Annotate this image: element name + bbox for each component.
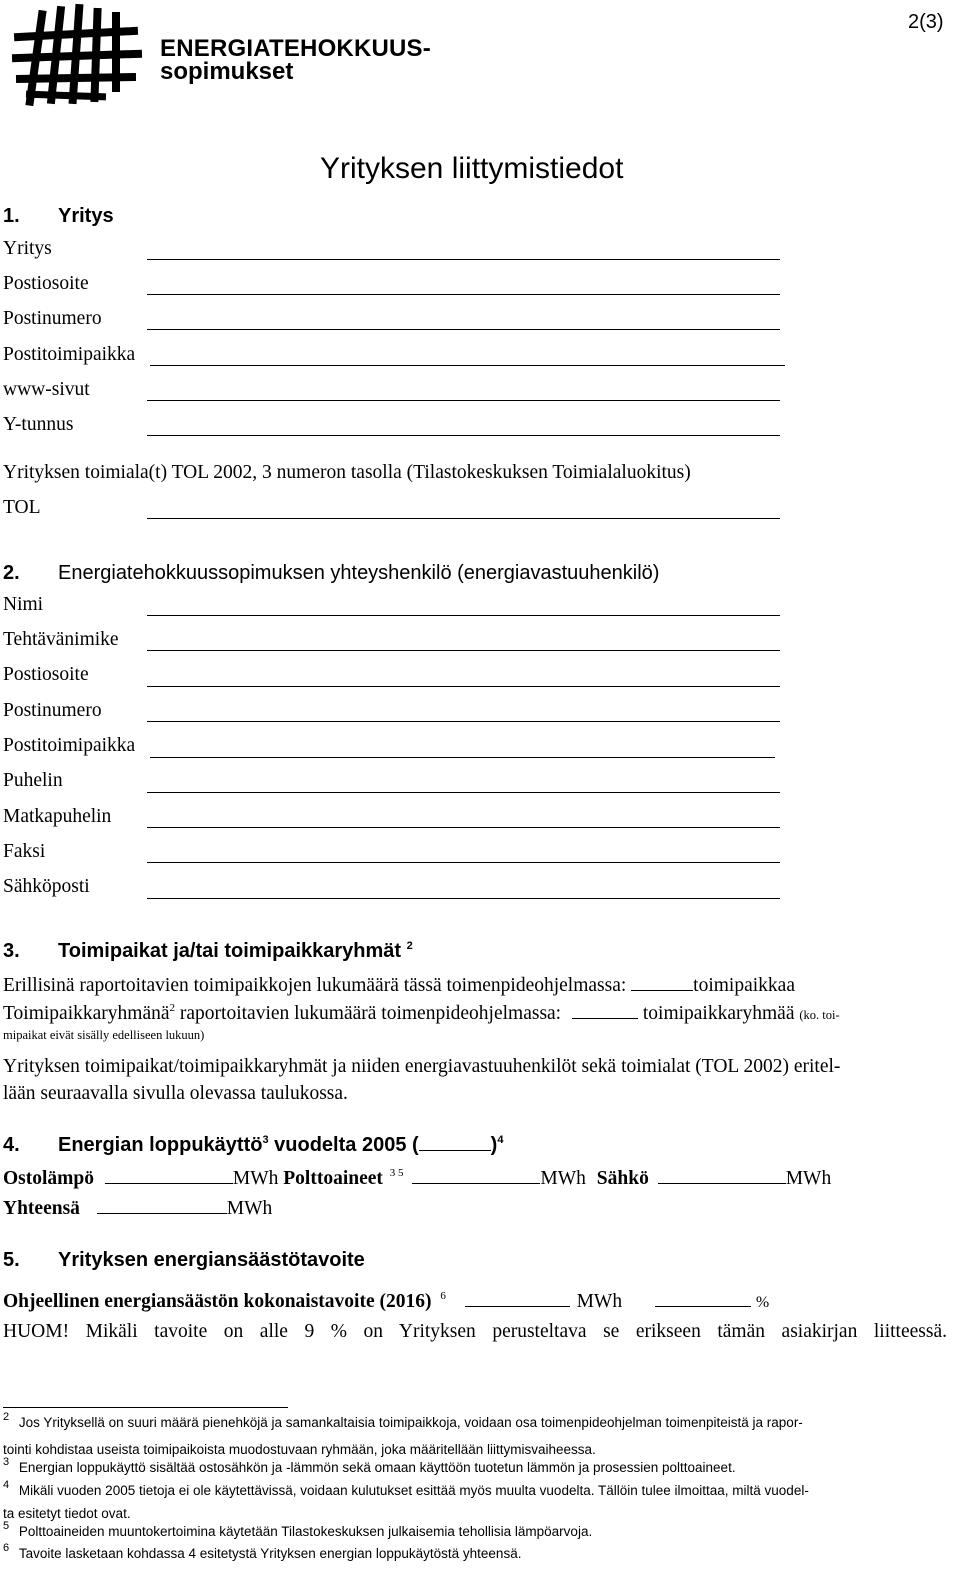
s3-line1 bbox=[3, 974, 795, 997]
s3-para-line1: Yrityksen toimipaikat/toimipaikkaryhmät ja niiden energiavastuuhenkilöt sekä toimialat (TOL 2002) eritel- bbox=[3, 1056, 841, 1077]
s2-label-matkapuhelin: Matkapuhelin bbox=[3, 806, 112, 827]
s3-line2-small-b: mipaikat eivät sisälly edelliseen lukuun) bbox=[3, 1028, 205, 1042]
s4-field-ostolampo[interactable] bbox=[105, 1167, 233, 1184]
section4-title-a: Energian loppukäyttö bbox=[58, 1134, 263, 1156]
section5-heading bbox=[3, 1249, 365, 1272]
footnote-6-line1: Tavoite lasketaan kohdassa 4 esitetystä Yrityksen energian loppukäytöstä yhteensä. bbox=[18, 1546, 522, 1561]
section1-heading bbox=[3, 205, 114, 228]
s4-field-polttoaineet[interactable] bbox=[412, 1167, 540, 1184]
s1-field-www[interactable] bbox=[147, 400, 780, 401]
footnote-3 bbox=[3, 1456, 736, 1475]
s3-line1-text: Erillisinä raportoitavien toimipaikkojen lukumäärä tässä toimenpideohjelmassa: bbox=[3, 975, 627, 996]
footnote-2-line2: tointi kohdistaa useista toimipaikoista muodostuvaan ryhmään, joka määritellään liittymisvaiheessa. bbox=[3, 1442, 596, 1457]
s3-line2 bbox=[3, 1002, 840, 1025]
section4-title-sup-a: 3 bbox=[262, 1134, 269, 1146]
s3-line2-sup: 2 bbox=[169, 1002, 176, 1014]
s2-label-postitoimipaikka: Postitoimipaikka bbox=[3, 735, 136, 756]
section2-title: Energiatehokkuussopimuksen yhteyshenkilö (energiavastuuhenkilö) bbox=[58, 562, 660, 584]
section4-title-b: vuodelta 2005 ( bbox=[274, 1134, 419, 1156]
footnote-5 bbox=[3, 1520, 593, 1539]
s4-ostolampo-label: Ostolämpö bbox=[3, 1168, 95, 1189]
page-title: Yrityksen liittymistiedot bbox=[320, 152, 624, 185]
logo-mark-icon bbox=[10, 2, 155, 110]
s1-label-tol: TOL bbox=[3, 497, 41, 518]
s4-row1 bbox=[3, 1167, 831, 1190]
s4-yhteensa-unit: MWh bbox=[226, 1198, 273, 1219]
s2-field-puhelin[interactable] bbox=[147, 792, 780, 793]
section3-number: 3. bbox=[3, 940, 20, 962]
s4-polttoaineet-sup: 3 5 bbox=[389, 1167, 404, 1179]
s3-line2-small-a: (ko. toi- bbox=[799, 1008, 840, 1022]
footnote-6-num: 6 bbox=[3, 1542, 10, 1554]
s2-field-faksi[interactable] bbox=[147, 862, 780, 863]
s2-field-matkapuhelin[interactable] bbox=[147, 827, 780, 828]
s5-field-target-percent[interactable] bbox=[655, 1290, 751, 1307]
s1-label-postitoimipaikka: Postitoimipaikka bbox=[3, 344, 136, 365]
s1-label-yritys: Yritys bbox=[3, 238, 52, 259]
footnote-2-num: 2 bbox=[3, 1411, 10, 1423]
footnote-2 bbox=[3, 1411, 803, 1430]
s1-field-postiosoite[interactable] bbox=[147, 294, 780, 295]
s4-yhteensa-label: Yhteensä bbox=[3, 1198, 80, 1219]
s1-toimiala-text: Yrityksen toimiala(t) TOL 2002, 3 numeron tasolla (Tilastokeskuksen Toimialaluokitus) bbox=[3, 462, 691, 483]
logo-line2: sopimukset bbox=[160, 58, 294, 85]
logo bbox=[10, 2, 431, 110]
s4-field-sahko[interactable] bbox=[658, 1167, 786, 1184]
s2-label-nimi: Nimi bbox=[3, 594, 44, 615]
s5-target-label: Ohjeellinen energiansäästön kokonaistavoite (2016) bbox=[3, 1291, 432, 1312]
footnote-3-line1: Energian loppukäyttö sisältää ostosähkön ja -lämmön sekä omaan käyttöön tuotetun lämmön ja prosessien polttoaineet. bbox=[18, 1460, 736, 1475]
footnote-3-num: 3 bbox=[3, 1456, 10, 1468]
s1-field-yritys[interactable] bbox=[147, 259, 780, 260]
section3-title-sup: 2 bbox=[406, 940, 413, 952]
section1-title: Yritys bbox=[58, 205, 114, 227]
s2-field-postitoimipaikka[interactable] bbox=[150, 757, 775, 758]
section5-number: 5. bbox=[3, 1249, 20, 1271]
s4-sahko-label: Sähkö bbox=[596, 1168, 649, 1189]
section2-number: 2. bbox=[3, 562, 20, 584]
s4-row2 bbox=[3, 1197, 272, 1220]
s2-label-tehtavanimike: Tehtävänimike bbox=[3, 629, 119, 650]
s4-sahko-unit: MWh bbox=[785, 1168, 832, 1189]
s1-field-tol[interactable] bbox=[147, 518, 780, 519]
s1-label-www: www-sivut bbox=[3, 379, 90, 400]
logo-line1: ENERGIATEHOKKUUS- bbox=[160, 35, 431, 62]
section4-title-sup-b: 4 bbox=[497, 1134, 504, 1146]
s4-field-year[interactable] bbox=[419, 1136, 491, 1151]
s5-target-row bbox=[3, 1290, 769, 1313]
footnote-4 bbox=[3, 1479, 809, 1498]
section4-number: 4. bbox=[3, 1134, 20, 1156]
s5-target-percent-unit: % bbox=[755, 1294, 770, 1311]
s2-label-puhelin: Puhelin bbox=[3, 770, 63, 791]
s1-field-ytunnus[interactable] bbox=[147, 435, 780, 436]
s3-line2-suffix: toimipaikkaryhmää bbox=[642, 1003, 795, 1024]
s2-field-tehtavanimike[interactable] bbox=[147, 650, 780, 651]
footnote-4-num: 4 bbox=[3, 1479, 10, 1491]
section2-heading bbox=[3, 562, 659, 585]
s3-line2-text: raportoitavien lukumäärä toimenpideohjelmassa: bbox=[179, 1003, 562, 1024]
s2-field-nimi[interactable] bbox=[147, 615, 780, 616]
s5-target-mwh-unit: MWh bbox=[576, 1291, 623, 1312]
s4-polttoaineet-unit: MWh bbox=[540, 1168, 586, 1189]
s2-label-postinumero: Postinumero bbox=[3, 700, 102, 721]
s2-field-postiosoite[interactable] bbox=[147, 686, 780, 687]
footnote-6 bbox=[3, 1542, 522, 1561]
s3-line2-prefix: Toimipaikkaryhmänä bbox=[3, 1003, 170, 1024]
section4-heading bbox=[3, 1134, 503, 1157]
s2-label-postiosoite: Postiosoite bbox=[3, 664, 89, 685]
footnote-2-line1: Jos Yrityksellä on suuri määrä pienehköjä ja samankaltaisia toimipaikkoja, voidaan osa toimenpideohjelman toimenpiteistä ja rapor- bbox=[18, 1415, 803, 1430]
s2-label-faksi: Faksi bbox=[3, 841, 46, 862]
s5-huom: HUOM! Mikäli tavoite on alle 9 % on Yrityksen perusteltava se erikseen tämän asiakirjan liitteessä. bbox=[3, 1321, 947, 1342]
footnote-5-line1: Polttoaineiden muuntokertoimina käytetään Tilastokeskuksen julkaisemia tehollisia lämpöarvoja. bbox=[18, 1524, 593, 1539]
s2-field-sahkoposti[interactable] bbox=[147, 898, 780, 899]
footnote-4-line2: ta esitetyt tiedot ovat. bbox=[3, 1506, 131, 1521]
footnote-5-num: 5 bbox=[3, 1520, 10, 1532]
section4-title-c: ) bbox=[490, 1134, 498, 1156]
page-number: 2(3) bbox=[908, 11, 944, 33]
section3-heading bbox=[3, 940, 413, 963]
footnote-divider bbox=[3, 1407, 288, 1408]
s4-ostolampo-unit: MWh bbox=[232, 1168, 279, 1189]
s3-para-line2: lään seuraavalla sivulla olevassa taulukossa. bbox=[3, 1083, 348, 1104]
s3-field-toimipaikat-count[interactable] bbox=[631, 974, 693, 991]
s1-label-postiosoite: Postiosoite bbox=[3, 273, 89, 294]
footnote-4-line1: Mikäli vuoden 2005 tietoja ei ole käytettävissä, voidaan kulutukset esittää myös muulta vuodelta. Tällöin tulee ilmoittaa, miltä vuodel- bbox=[18, 1483, 809, 1498]
s2-label-sahkoposti: Sähköposti bbox=[3, 876, 90, 897]
s5-field-target-mwh[interactable] bbox=[465, 1290, 570, 1307]
s3-line1-suffix: toimipaikkaa bbox=[693, 975, 795, 996]
s4-field-yhteensa[interactable] bbox=[97, 1197, 227, 1214]
section1-number: 1. bbox=[3, 205, 20, 227]
s4-polttoaineet-label: Polttoaineet bbox=[283, 1168, 383, 1189]
s1-label-ytunnus: Y-tunnus bbox=[3, 414, 74, 435]
s1-field-postitoimipaikka[interactable] bbox=[150, 365, 785, 366]
s1-field-postinumero[interactable] bbox=[147, 329, 780, 330]
s3-field-ryhmat-count[interactable] bbox=[572, 1002, 638, 1019]
s5-target-sup: 6 bbox=[440, 1290, 446, 1302]
s1-label-postinumero: Postinumero bbox=[3, 308, 102, 329]
section3-title: Toimipaikat ja/tai toimipaikkaryhmät bbox=[58, 940, 402, 962]
s2-field-postinumero[interactable] bbox=[147, 721, 780, 722]
section5-title: Yrityksen energiansäästötavoite bbox=[58, 1249, 365, 1271]
